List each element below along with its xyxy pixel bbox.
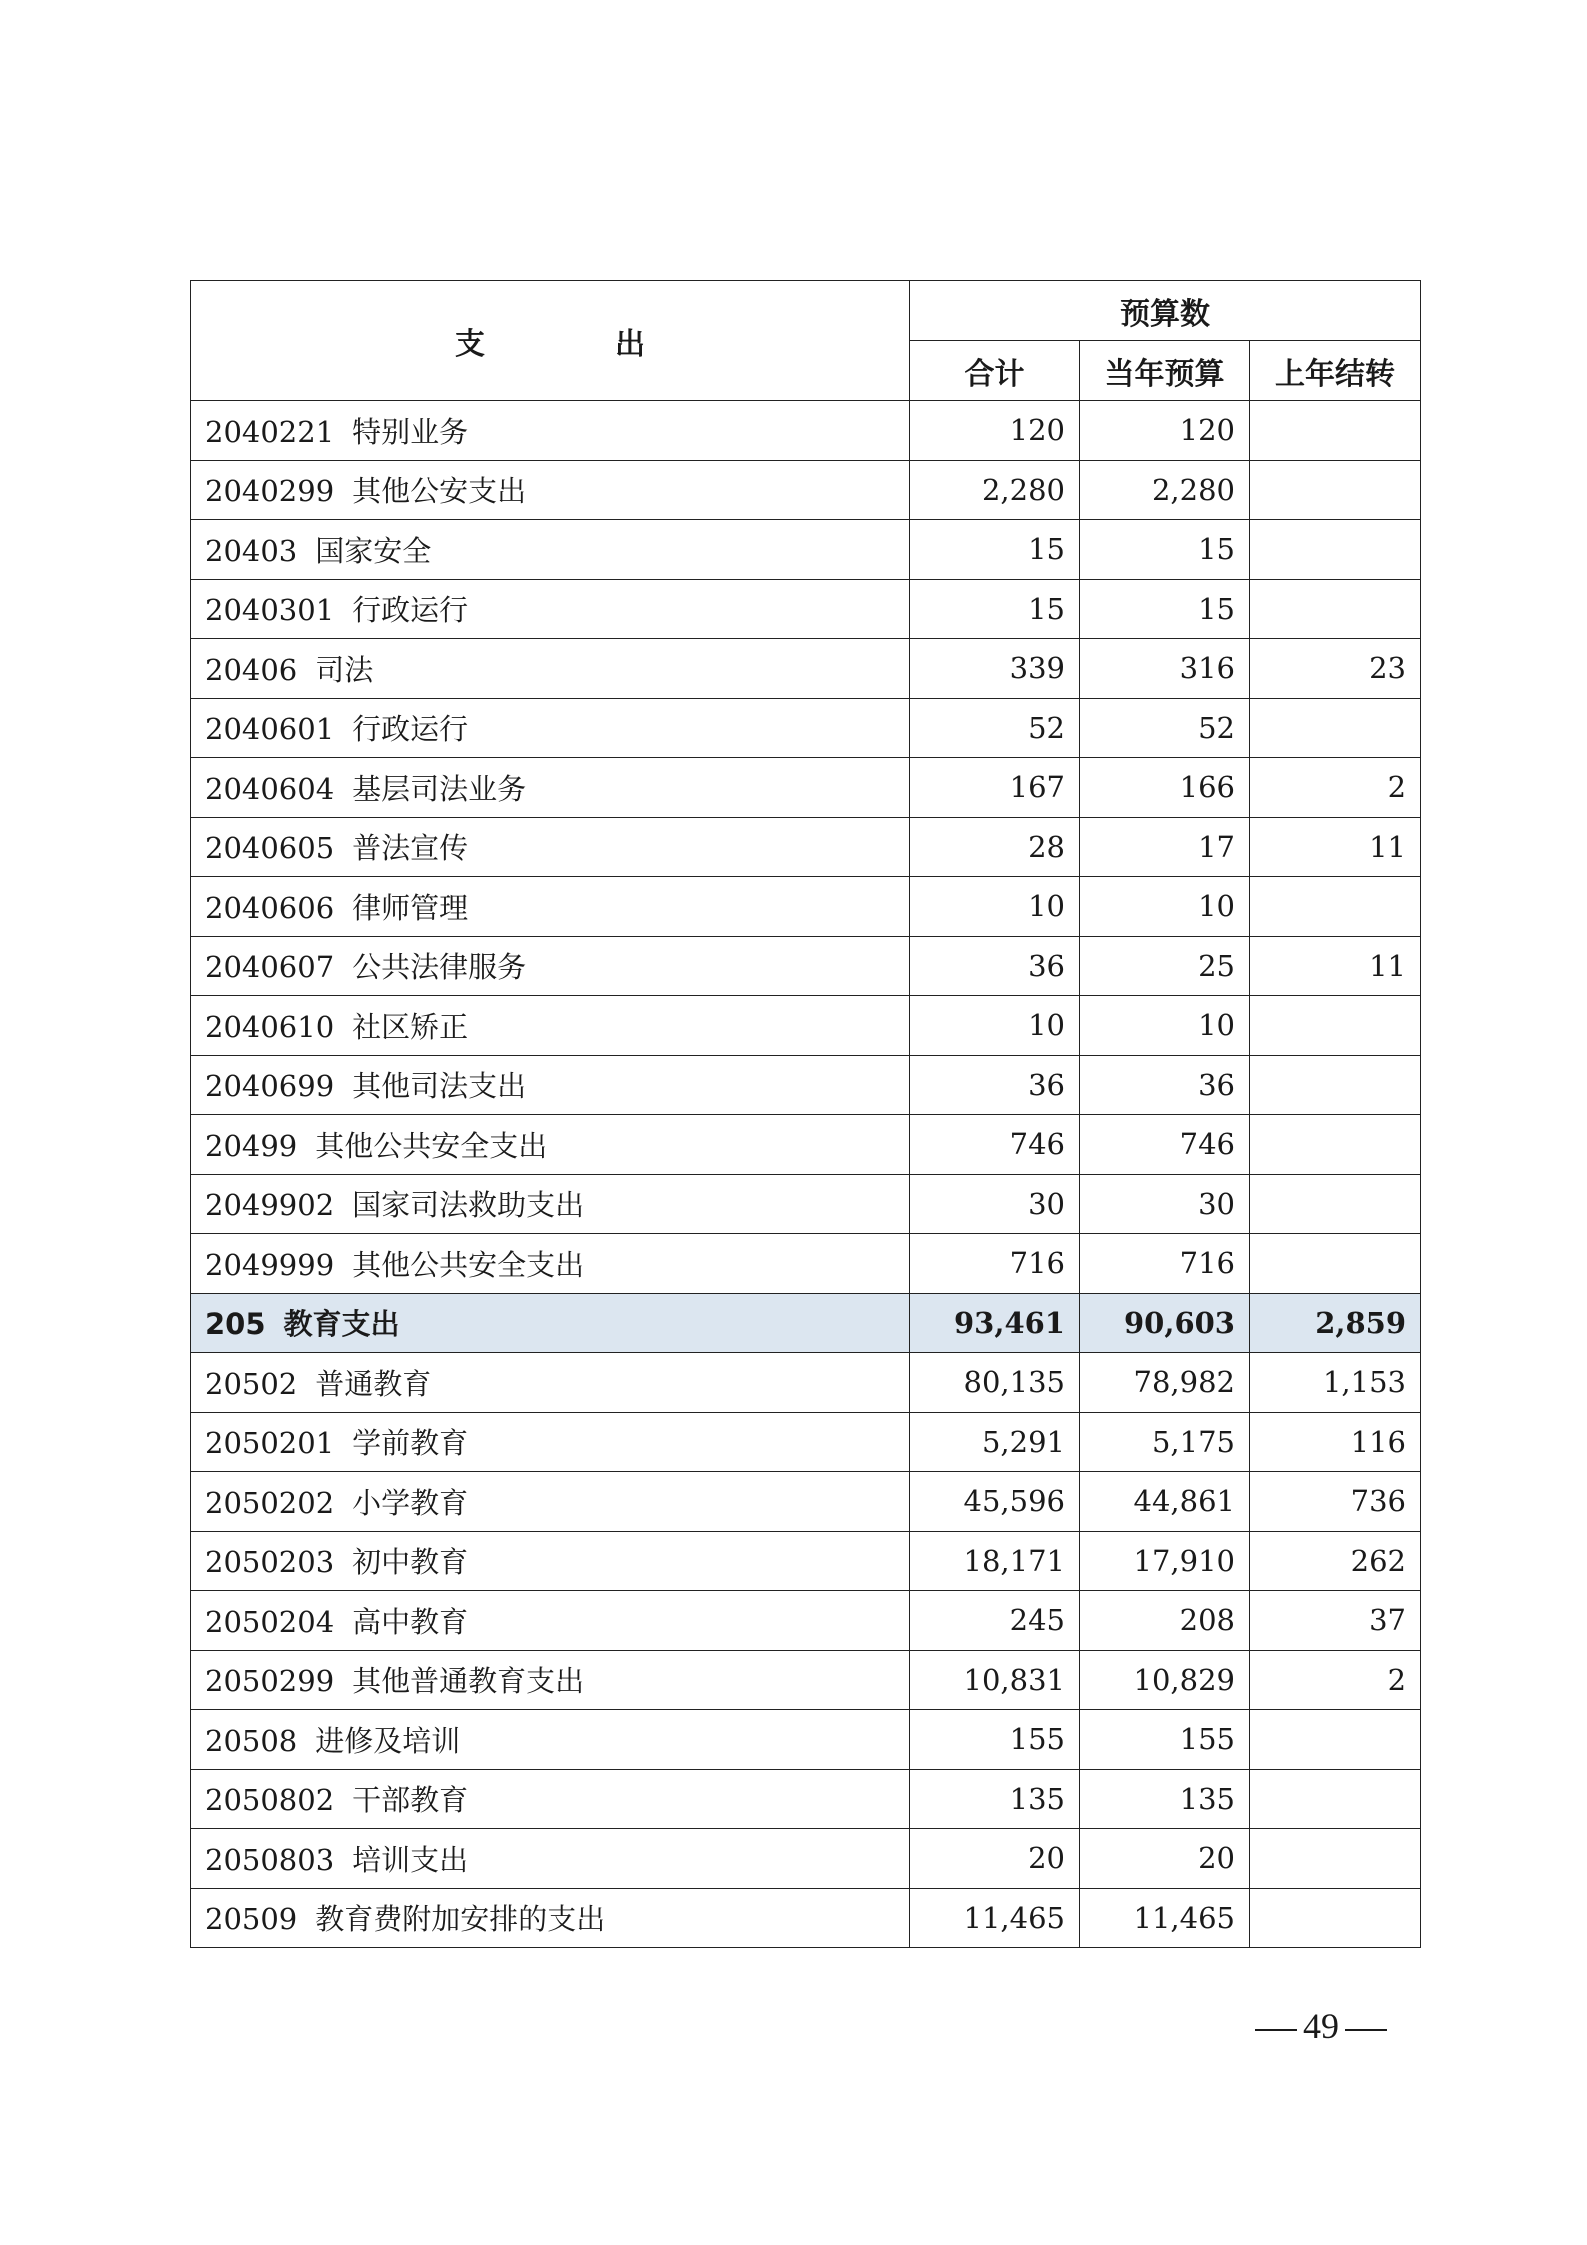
row-name: 教育费附加安排的支出 (315, 1902, 606, 1937)
row-code: 2040605 (205, 831, 335, 866)
row-name: 国家安全 (315, 533, 432, 568)
row-carryover: 23 (1250, 639, 1421, 699)
row-current-year: 52 (1080, 698, 1250, 758)
table-row (191, 877, 1421, 937)
row-code: 2040301 (205, 593, 335, 628)
table-row (191, 1472, 1421, 1532)
row-item (191, 1353, 910, 1413)
row-code: 2049999 (205, 1247, 335, 1282)
row-code: 20403 (205, 533, 298, 568)
row-carryover: 1,153 (1250, 1353, 1421, 1413)
row-item (191, 877, 910, 937)
row-code: 2050202 (205, 1485, 335, 1520)
row-carryover: 116 (1250, 1412, 1421, 1472)
row-item (191, 1591, 910, 1651)
row-carryover: 2 (1250, 758, 1421, 818)
row-name: 进修及培训 (315, 1723, 461, 1758)
row-name: 小学教育 (352, 1485, 469, 1520)
row-item (191, 1293, 910, 1353)
row-item (191, 1115, 910, 1175)
row-name: 其他司法支出 (352, 1069, 527, 1104)
row-carryover: 37 (1250, 1591, 1421, 1651)
row-current-year: 166 (1080, 758, 1250, 818)
table-row (191, 817, 1421, 877)
row-carryover (1250, 698, 1421, 758)
row-carryover (1250, 877, 1421, 937)
row-carryover (1250, 579, 1421, 639)
row-code: 2050201 (205, 1426, 335, 1461)
row-carryover: 2,859 (1250, 1293, 1421, 1353)
row-name: 培训支出 (352, 1842, 469, 1877)
row-code: 20406 (205, 652, 298, 687)
row-total: 339 (910, 639, 1080, 699)
row-total: 11,465 (910, 1888, 1080, 1948)
row-total: 80,135 (910, 1353, 1080, 1413)
row-item (191, 1531, 910, 1591)
row-code: 2040221 (205, 414, 335, 449)
row-code: 20508 (205, 1723, 298, 1758)
row-item (191, 1888, 910, 1948)
row-name: 基层司法业务 (352, 771, 527, 806)
row-total: 10 (910, 996, 1080, 1056)
row-current-year: 11,465 (1080, 1888, 1250, 1948)
row-item (191, 1769, 910, 1829)
row-current-year: 10,829 (1080, 1650, 1250, 1710)
table-row (191, 1888, 1421, 1948)
row-name: 普法宣传 (352, 831, 469, 866)
row-carryover (1250, 1829, 1421, 1889)
table-row (191, 758, 1421, 818)
row-total: 20 (910, 1829, 1080, 1889)
table-row (191, 639, 1421, 699)
header-expenditure (191, 281, 910, 401)
row-total: 167 (910, 758, 1080, 818)
header-expenditure-char-2: 出 (615, 326, 645, 362)
row-total: 135 (910, 1769, 1080, 1829)
row-item (191, 520, 910, 580)
row-code: 2040606 (205, 890, 335, 925)
row-name: 初中教育 (352, 1545, 469, 1580)
header-current-year: 当年预算 (1080, 341, 1250, 401)
row-total: 15 (910, 579, 1080, 639)
row-current-year: 30 (1080, 1174, 1250, 1234)
row-current-year: 17,910 (1080, 1531, 1250, 1591)
table-row (191, 1174, 1421, 1234)
row-code: 2049902 (205, 1188, 335, 1223)
row-item (191, 1234, 910, 1294)
row-item (191, 1710, 910, 1770)
row-name: 其他公共安全支出 (352, 1247, 585, 1282)
row-name: 其他普通教育支出 (352, 1664, 585, 1699)
table-row (191, 1234, 1421, 1294)
table-row (191, 401, 1421, 461)
row-carryover: 11 (1250, 817, 1421, 877)
row-code: 2050299 (205, 1664, 335, 1699)
table-row (191, 1412, 1421, 1472)
row-current-year: 90,603 (1080, 1293, 1250, 1353)
row-name: 司法 (315, 652, 374, 687)
row-carryover (1250, 520, 1421, 580)
page-number-value: 49 (1303, 2006, 1339, 2046)
row-code: 205 (205, 1307, 266, 1342)
row-name: 社区矫正 (352, 1009, 469, 1044)
table-row (191, 698, 1421, 758)
row-current-year: 316 (1080, 639, 1250, 699)
page-dash-right (1345, 2029, 1387, 2031)
table-row (191, 1710, 1421, 1770)
row-code: 20509 (205, 1902, 298, 1937)
header-carryover: 上年结转 (1250, 341, 1421, 401)
table-row (191, 460, 1421, 520)
row-carryover: 736 (1250, 1472, 1421, 1532)
row-item (191, 996, 910, 1056)
table-row (191, 1650, 1421, 1710)
row-name: 教育支出 (283, 1307, 400, 1342)
row-carryover (1250, 401, 1421, 461)
row-carryover (1250, 1888, 1421, 1948)
row-item (191, 1829, 910, 1889)
row-current-year: 155 (1080, 1710, 1250, 1770)
row-current-year: 17 (1080, 817, 1250, 877)
table-row (191, 1055, 1421, 1115)
row-item (191, 1650, 910, 1710)
row-name: 行政运行 (352, 712, 469, 747)
row-total: 15 (910, 520, 1080, 580)
row-total: 10,831 (910, 1650, 1080, 1710)
table-row (191, 1531, 1421, 1591)
row-code: 2050802 (205, 1783, 335, 1818)
row-carryover (1250, 1055, 1421, 1115)
row-current-year: 36 (1080, 1055, 1250, 1115)
row-total: 5,291 (910, 1412, 1080, 1472)
row-carryover (1250, 460, 1421, 520)
row-name: 干部教育 (352, 1783, 469, 1818)
row-current-year: 5,175 (1080, 1412, 1250, 1472)
row-item (191, 817, 910, 877)
row-item (191, 698, 910, 758)
row-name: 行政运行 (352, 593, 469, 628)
row-name: 其他公安支出 (352, 474, 527, 509)
row-item (191, 936, 910, 996)
row-code: 2040299 (205, 474, 335, 509)
row-total: 155 (910, 1710, 1080, 1770)
header-total: 合计 (910, 341, 1080, 401)
row-code: 2050204 (205, 1604, 335, 1639)
row-current-year: 10 (1080, 996, 1250, 1056)
row-item (191, 401, 910, 461)
row-current-year: 10 (1080, 877, 1250, 937)
row-carryover (1250, 1174, 1421, 1234)
row-item (191, 1412, 910, 1472)
row-total: 2,280 (910, 460, 1080, 520)
row-total: 10 (910, 877, 1080, 937)
row-current-year: 78,982 (1080, 1353, 1250, 1413)
row-current-year: 716 (1080, 1234, 1250, 1294)
row-current-year: 2,280 (1080, 460, 1250, 520)
row-carryover (1250, 1234, 1421, 1294)
row-carryover: 262 (1250, 1531, 1421, 1591)
row-item (191, 579, 910, 639)
header-budget-group: 预算数 (910, 281, 1421, 341)
row-total: 120 (910, 401, 1080, 461)
row-name: 学前教育 (352, 1426, 469, 1461)
row-name: 律师管理 (352, 890, 469, 925)
row-total: 18,171 (910, 1531, 1080, 1591)
row-item (191, 1055, 910, 1115)
row-carryover: 11 (1250, 936, 1421, 996)
budget-table (190, 280, 1421, 1948)
row-current-year: 44,861 (1080, 1472, 1250, 1532)
row-code: 2040604 (205, 771, 335, 806)
row-current-year: 20 (1080, 1829, 1250, 1889)
row-name: 其他公共安全支出 (315, 1128, 548, 1163)
row-code: 2040699 (205, 1069, 335, 1104)
row-name: 特别业务 (352, 414, 469, 449)
row-item (191, 639, 910, 699)
table-row (191, 1353, 1421, 1413)
row-carryover (1250, 1710, 1421, 1770)
table-body (191, 401, 1421, 1948)
table-row (191, 520, 1421, 580)
row-name: 公共法律服务 (352, 950, 527, 985)
row-item (191, 1174, 910, 1234)
row-total: 30 (910, 1174, 1080, 1234)
row-total: 52 (910, 698, 1080, 758)
row-name: 高中教育 (352, 1604, 469, 1639)
row-carryover (1250, 1769, 1421, 1829)
row-total: 746 (910, 1115, 1080, 1175)
row-current-year: 208 (1080, 1591, 1250, 1651)
table-row (191, 1769, 1421, 1829)
row-carryover (1250, 996, 1421, 1056)
row-total: 93,461 (910, 1293, 1080, 1353)
row-code: 2040607 (205, 950, 335, 985)
row-carryover (1250, 1115, 1421, 1175)
table-row (191, 1115, 1421, 1175)
row-current-year: 135 (1080, 1769, 1250, 1829)
row-total: 28 (910, 817, 1080, 877)
row-code: 2040610 (205, 1009, 335, 1044)
row-code: 2050203 (205, 1545, 335, 1580)
row-current-year: 15 (1080, 520, 1250, 580)
row-code: 2050803 (205, 1842, 335, 1877)
row-total: 36 (910, 936, 1080, 996)
row-item (191, 758, 910, 818)
table-row (191, 1591, 1421, 1651)
table-header-row (191, 281, 1421, 341)
row-code: 20499 (205, 1128, 298, 1163)
table-row (191, 936, 1421, 996)
row-current-year: 120 (1080, 401, 1250, 461)
table-row (191, 579, 1421, 639)
row-current-year: 25 (1080, 936, 1250, 996)
row-total: 36 (910, 1055, 1080, 1115)
row-carryover: 2 (1250, 1650, 1421, 1710)
row-item (191, 1472, 910, 1532)
row-item (191, 460, 910, 520)
row-current-year: 15 (1080, 579, 1250, 639)
row-current-year: 746 (1080, 1115, 1250, 1175)
row-total: 45,596 (910, 1472, 1080, 1532)
row-name: 普通教育 (315, 1366, 432, 1401)
table-row (191, 996, 1421, 1056)
row-total: 716 (910, 1234, 1080, 1294)
row-code: 2040601 (205, 712, 335, 747)
table-row (191, 1293, 1421, 1353)
page-dash-left (1255, 2029, 1297, 2031)
row-total: 245 (910, 1591, 1080, 1651)
row-code: 20502 (205, 1366, 298, 1401)
row-name: 国家司法救助支出 (352, 1188, 585, 1223)
table-row (191, 1829, 1421, 1889)
header-expenditure-char-1: 支 (455, 326, 485, 362)
page-number (1255, 2005, 1387, 2047)
